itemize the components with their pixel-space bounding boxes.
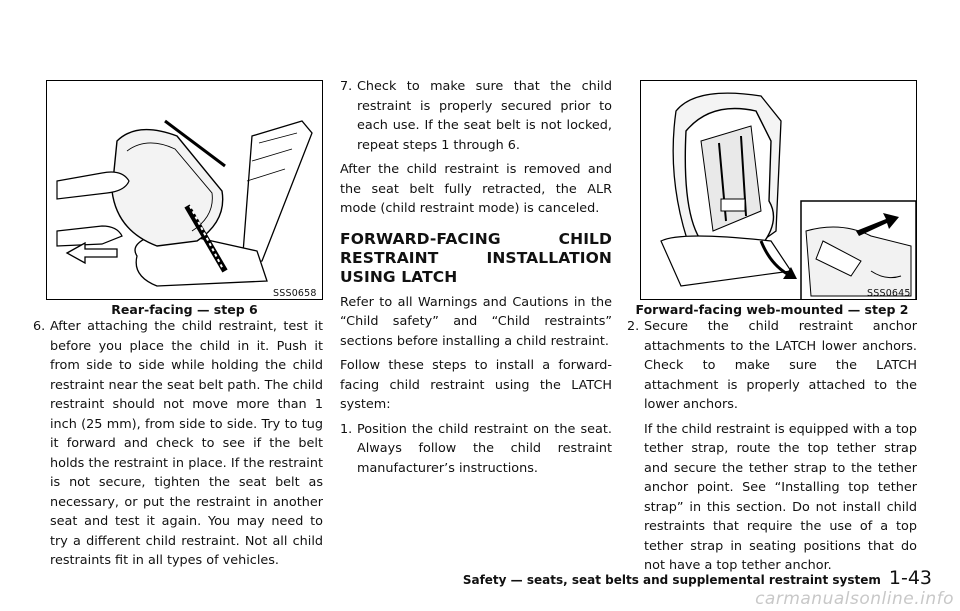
step-number: 7. [340, 79, 353, 94]
follow-paragraph: Follow these steps to install a forward-facing child restraint using the LATCH system: [340, 358, 612, 412]
refer-paragraph: Refer to all Warnings and Cautions in the “Child safety” and “Child restraints” sections before installing a child restraint. [340, 294, 612, 349]
step-text: Position the child restraint on the seat. Always follow the child restraint manufacturer’s instructions. [357, 421, 612, 476]
footer-section-title: Safety — seats, seat belts and supplemental restraint system [462, 573, 881, 587]
rear-facing-illustration [47, 81, 323, 300]
figure-caption: Rear-facing — step 6 [111, 302, 258, 317]
step-number: 2. [627, 319, 640, 334]
step-text: After attaching the child restraint, test it before you place the child in it. Push it from side to side while holding the child restraint near the seat belt path. The child restraint should not move more than 1 inch (25 mm), from side to side. Try to tug it forward and check to see if the belt holds the restraint in place. If the restraint is not secure, tighten the seat belt as necessary, or put the restraint in another seat and test it again. You may need to try a different child restraint. Not all child restraints fit in all types of vehicles. [50, 319, 323, 568]
step-1 [340, 420, 612, 479]
step-number: 1. [340, 421, 353, 437]
figure-id: SSS0658 [273, 288, 317, 299]
step-6 [33, 317, 323, 571]
alr-paragraph: After the child restraint is removed and the seat belt fully retracted, the ALR mode (child restraint mode) is canceled. [340, 162, 612, 216]
middle-text [340, 77, 612, 478]
page-number: 1-43 [888, 567, 932, 589]
forward-facing-illustration [641, 81, 917, 300]
step-number: 6. [33, 319, 46, 334]
watermark: carmanualsonline.info [755, 589, 954, 609]
step-text: Secure the child restraint anchor attachments to the LATCH lower anchors. Check to make sure the LATCH attachment is properly attached to the lower anchors. [644, 319, 917, 412]
page-footer [463, 567, 932, 589]
step-text: Check to make sure that the child restraint is properly secured prior to each use. If the seat belt is not locked, repeat steps 1 through 6. [357, 79, 612, 153]
step-text-continued: If the child restraint is equipped with a top tether strap, route the top tether strap and secure the tether strap to the tether anchor point. See “Installing top tether strap” in this section. Do not install child restraints that require the use of a top tether strap in seating positions that do not have a top tether anchor. [644, 421, 917, 573]
rear-facing-figure [46, 80, 323, 300]
step-2 [627, 317, 917, 581]
figure-id: SSS0645 [867, 288, 911, 299]
step-7 [340, 77, 612, 155]
section-heading: FORWARD-FACING CHILD RESTRAINT INSTALLATION USING LATCH [340, 229, 612, 286]
figure-caption: Forward-facing web-mounted — step 2 [635, 302, 909, 317]
forward-facing-figure [640, 80, 917, 300]
